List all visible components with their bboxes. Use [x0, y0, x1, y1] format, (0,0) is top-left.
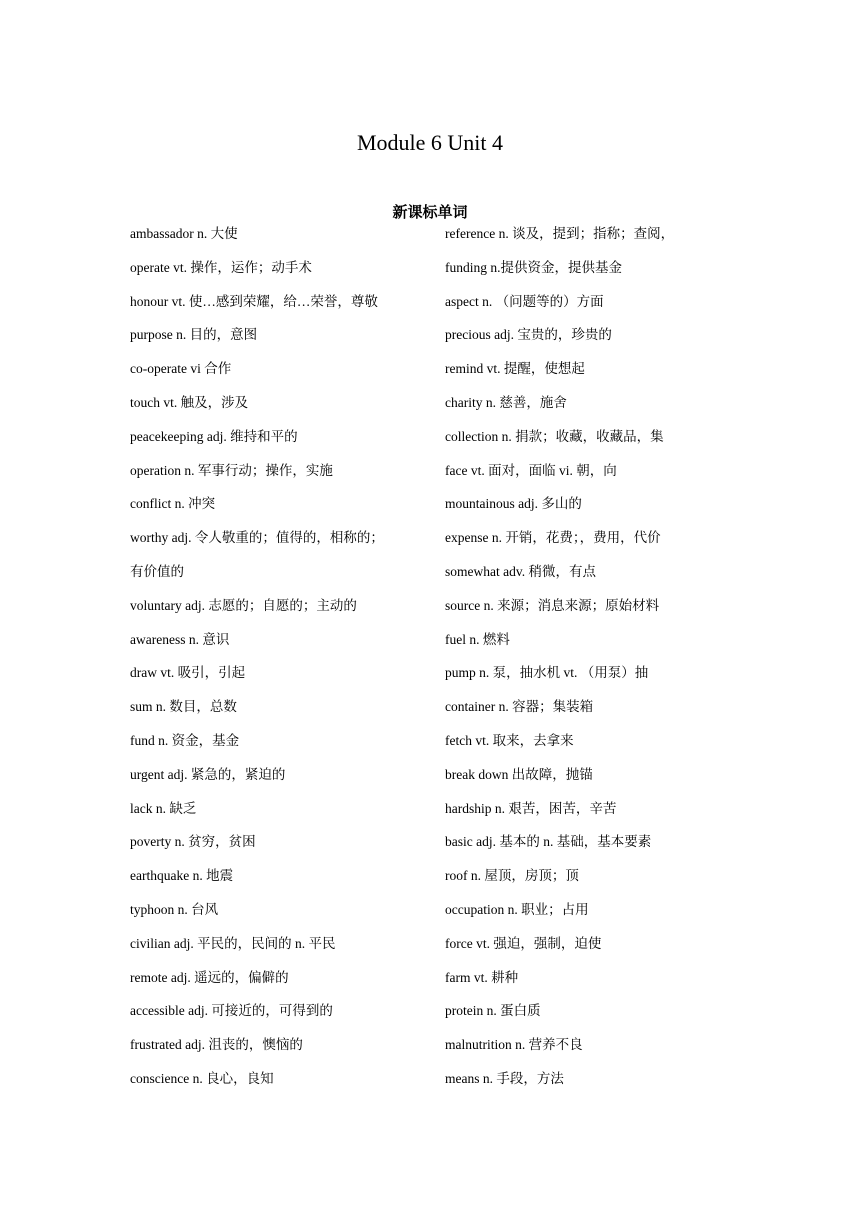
vocabulary-entry: force vt. 强迫，强制，迫使: [445, 935, 602, 951]
vocabulary-entry: operation n. 军事行动；操作，实施: [130, 462, 333, 478]
vocabulary-entry: co-operate vi 合作: [130, 361, 232, 377]
vocabulary-entry: peacekeeping adj. 维持和平的: [130, 428, 298, 444]
vocabulary-entry: hardship n. 艰苦，困苦，辛苦: [445, 800, 617, 816]
vocabulary-entry: collection n. 捐款；收藏，收藏品，集: [445, 428, 664, 444]
vocabulary-entry: precious adj. 宝贵的，珍贵的: [445, 327, 612, 343]
vocabulary-entry: occupation n. 职业；占用: [445, 901, 589, 917]
vocabulary-entry: remind vt. 提醒，使想起: [445, 361, 585, 377]
vocabulary-entry: break down 出故障，抛锚: [445, 766, 593, 782]
vocabulary-entry: malnutrition n. 营养不良: [445, 1037, 583, 1053]
vocabulary-entry: somewhat adv. 稍微，有点: [445, 563, 596, 579]
vocabulary-entry: mountainous adj. 多山的: [445, 496, 582, 512]
vocabulary-entry: source n. 来源；消息来源；原始材料: [445, 597, 660, 613]
vocabulary-entry: pump n. 泵，抽水机 vt. （用泵）抽: [445, 665, 649, 681]
vocabulary-entry: roof n. 屋顶，房顶；顶: [445, 868, 579, 884]
vocabulary-entry: lack n. 缺乏: [130, 800, 197, 816]
vocabulary-entry: face vt. 面对，面临 vi. 朝，向: [445, 462, 617, 478]
vocabulary-entry: urgent adj. 紧急的，紧迫的: [130, 766, 286, 782]
vocabulary-entry: fund n. 资金，基金: [130, 732, 240, 748]
page-title: Module 6 Unit 4: [356, 129, 504, 155]
vocabulary-entry: container n. 容器；集装箱: [445, 699, 594, 715]
vocabulary-entry: remote adj. 遥远的，偏僻的: [130, 969, 289, 985]
vocabulary-entry: ambassador n. 大使: [130, 226, 238, 241]
vocabulary-entry: means n. 手段，方法: [445, 1070, 564, 1086]
vocabulary-entry: civilian adj. 平民的，民间的 n. 平民: [130, 935, 336, 951]
vocabulary-entry: charity n. 慈善，施舍: [445, 394, 567, 410]
vocabulary-entry: earthquake n. 地震: [130, 868, 234, 884]
vocabulary-entry: operate vt. 操作，运作；动手术: [130, 259, 312, 275]
vocabulary-entry: funding n.提供资金，提供基金: [445, 259, 622, 275]
vocabulary-entry: frustrated adj. 沮丧的，懊恼的: [130, 1037, 303, 1053]
vocabulary-entry: touch vt. 触及，涉及: [130, 394, 249, 410]
vocabulary-entry: poverty n. 贫穷，贫困: [130, 834, 256, 850]
vocabulary-entry: purpose n. 目的，意图: [130, 327, 258, 343]
vocabulary-entry: typhoon n. 台风: [130, 901, 219, 917]
vocabulary-entry: draw vt. 吸引，引起: [130, 665, 246, 681]
vocabulary-list-right: [445, 223, 735, 1102]
vocabulary-entry: voluntary adj. 志愿的；自愿的；主动的: [130, 597, 357, 613]
vocabulary-entry: awareness n. 意识: [130, 631, 230, 647]
vocabulary-entry: basic adj. 基本的 n. 基础，基本要素: [445, 834, 652, 850]
vocabulary-entry: sum n. 数目，总数: [130, 699, 237, 715]
vocabulary-entry: fuel n. 燃料: [445, 631, 510, 647]
vocabulary-entry: fetch vt. 取来，去拿来: [445, 732, 574, 748]
vocabulary-entry: expense n. 开销，花费；，费用，代价: [445, 530, 661, 546]
vocabulary-entry: farm vt. 耕种: [445, 969, 519, 985]
vocabulary-entry: worthy adj. 令人敬重的；值得的，相称的；: [130, 530, 384, 546]
vocabulary-entry: conscience n. 良心，良知: [130, 1070, 274, 1086]
vocabulary-entry: reference n. 谈及，提到；指称；查阅，: [445, 226, 675, 241]
vocabulary-list-left: [130, 223, 430, 1102]
vocabulary-entry: aspect n. （问题等的）方面: [445, 293, 604, 309]
vocabulary-entry: accessible adj. 可接近的，可得到的: [130, 1003, 333, 1019]
vocabulary-entry-continuation: 有价值的: [130, 563, 184, 579]
section-title: 新课标单词: [392, 203, 468, 222]
vocabulary-entry: conflict n. 冲突: [130, 496, 216, 512]
vocabulary-entry: honour vt. 使…感到荣耀，给…荣誉，尊敬: [130, 293, 378, 309]
vocabulary-entry: protein n. 蛋白质: [445, 1003, 541, 1019]
